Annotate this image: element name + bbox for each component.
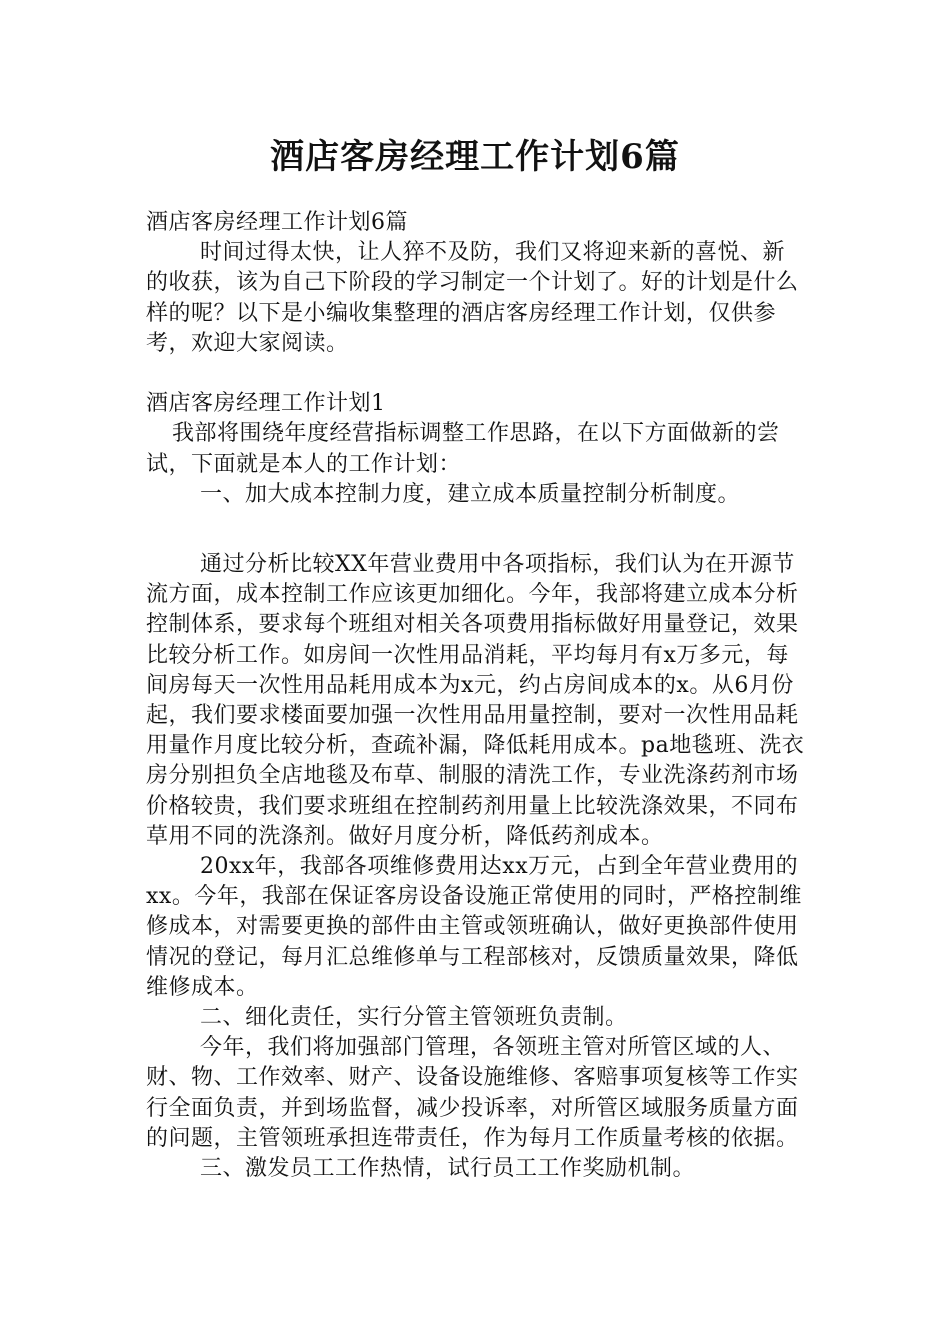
plan1-heading: 酒店客房经理工作计划1 — [146, 391, 386, 417]
section1-heading: 一、加大成本控制力度，建立成本质量控制分析制度。 — [200, 481, 741, 507]
document-title: 酒店客房经理工作计划6篇 — [270, 137, 680, 177]
document-subtitle: 酒店客房经理工作计划6篇 — [146, 210, 408, 235]
paragraph-gap — [146, 359, 806, 389]
section2-heading: 二、细化责任，实行分管主管领班负责制。 — [200, 1005, 628, 1031]
section1-paragraph-1: 通过分析比较XX年营业费用中各项指标，我们认为在开源节流方面，成本控制工作应该更加细化。今年，我部将建立成本分析控制体系，要求每个班组对相关各项费用指标做好用量登记，效果比较分析工作。如房间一次性用品消耗，平均每月有x万多元，每间房每天一次性用品耗用成本为x元，约占房间成本的x。从6月份起，我们要求楼面要加强一次性用品用量控制，要对一次性用品耗用量作月度比较分析，查疏补漏，降低耗用成本。pa地毯班、洗衣房分别担负全店地毯及布草、制服的清洗工作，专业洗涤药剂市场价格较贵，我们要求班组在控制药剂用量上比较洗涤效果，不同布草用不同的洗涤剂。做好月度分析，降低药剂成本。 — [146, 552, 805, 849]
section1-paragraph-2: 20xx年，我部各项维修费用达xx万元，占到全年营业费用的xx。今年，我部在保证客房设备设施正常使用的同时，严格控制维修成本，对需要更换的部件由主管或领班确认，做好更换部件使用情况的登记，每月汇总维修单与工程部核对，反馈质量效果，降低维修成本。 — [146, 854, 802, 1000]
plan1-lead-paragraph: 我部将围绕年度经营指标调整工作思路，在以下方面做新的尝试，下面就是本人的工作计划： — [146, 421, 780, 477]
section2-paragraph-1: 今年，我们将加强部门管理，各领班主管对所管区域的人、财、物、工作效率、财产、设备设施维修、客赔事项复核等工作实行全面负责，并到场监督，减少投诉率，对所管区域服务质量方面的问题，主管领班承担连带责任，作为每月工作质量考核的依据。 — [146, 1035, 799, 1151]
paragraph-gap — [146, 510, 806, 550]
document-body — [146, 208, 806, 1184]
intro-paragraph: 时间过得太快，让人猝不及防，我们又将迎来新的喜悦、新的收获，该为自己下阶段的学习制定一个计划了。好的计划是什么样的呢？以下是小编收集整理的酒店客房经理工作计划，仅供参考，欢迎大家阅读。 — [146, 240, 799, 356]
section3-heading: 三、激发员工工作热情，试行员工工作奖励机制。 — [200, 1156, 696, 1182]
